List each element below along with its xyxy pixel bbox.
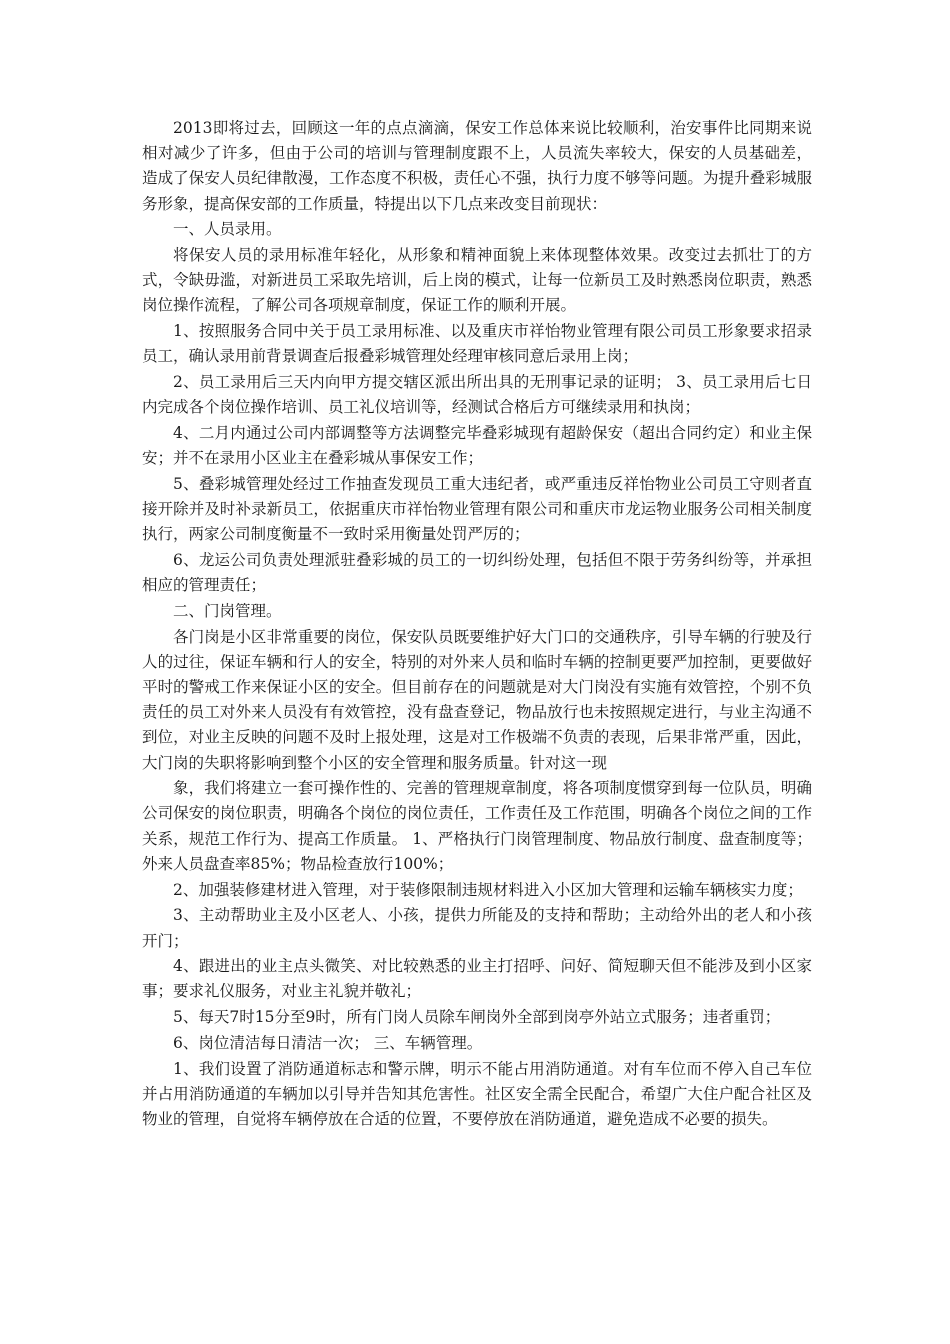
paragraph-recruitment-item-2-3: 2、员工录用后三天内向甲方提交辖区派出所出具的无刑事记录的证明； 3、员工录用后七日内完成各个岗位操作培训、员工礼仪培训等，经测试合格后方可继续录用和执岗； <box>142 373 812 417</box>
section-heading-gate: 二、门岗管理。 <box>173 601 282 620</box>
paragraph-gate-item-5: 5、每天7时15分至9时，所有门岗人员除车闸岗外全部到岗亭外站立式服务；违者重罚； <box>173 1008 781 1027</box>
paragraph-recruitment-item-4: 4、二月内通过公司内部调整等方法调整完毕叠彩城现有超龄保安（超出合同约定）和业主保安；并不在录用小区业主在叠彩城从事保安工作； <box>142 423 812 468</box>
document-body <box>142 116 812 1133</box>
paragraph-vehicle-item-1: 1、我们设置了消防通道标志和警示牌，明示不能占用消防通道。对有车位而不停入自己车位并占用消防通道的车辆加以引导并告知其危害性。社区安全需全民配合，希望广大住户配合社区及物业的管理，自觉将车辆停放在合适的位置，不要停放在消防通道，避免造成不必要的损失。 <box>142 1059 812 1128</box>
paragraph-gate-item-4: 4、跟进出的业主点头微笑、对比较熟悉的业主打招呼、问好、简短聊天但不能涉及到小区家事；要求礼仪服务，对业主礼貌并敬礼； <box>142 957 812 1001</box>
paragraph-recruitment-overview: 将保安人员的录用标准年轻化，从形象和精神面貌上来体现整体效果。改变过去抓壮丁的方式，令缺毋滥，对新进员工采取先培训，后上岗的模式，让每一位新员工及时熟悉岗位职责，熟悉岗位操作流程，了解公司各项规章制度，保证工作的顺利开展。 <box>142 246 812 315</box>
paragraph-gate-item-3: 3、主动帮助业主及小区老人、小孩，提供力所能及的支持和帮助；主动给外出的老人和小孩开门； <box>142 906 812 950</box>
paragraph-gate-item-6-vehicle-heading: 6、岗位清洁每日清洁一次； 三、车辆管理。 <box>173 1033 483 1052</box>
section-heading-recruitment: 一、人员录用。 <box>173 220 282 239</box>
paragraph-intro: 2013即将过去，回顾这一年的点点滴滴，保安工作总体来说比较顺利，治安事件比同期来说相对减少了许多，但由于公司的培训与管理制度跟不上，人员流失率较大，保安的人员基础差， 造成了保安人员纪律散漫，工作态度不积极，责任心不强，执行力度不够等问题。为提升叠彩城服务形象，提高保安部的工作质量，特提出以下几点来改变目前现状： <box>142 119 812 213</box>
paragraph-gate-overview: 各门岗是小区非常重要的岗位，保安队员既要维护好大门口的交通秩序，引导车辆的行驶及行人的过往，保证车辆和行人的安全，特别的对外来人员和临时车辆的控制更要严加控制，更要做好平时的警戒工作来保证小区的安全。但目前存在的问题就是对大门岗没有实施有效管控，个别不负责任的员工对外来人员没有有效管控，没有盘查登记，物品放行也未按照规定进行，与业主沟通不到位，对业主反映的问题不及时上报处理，这是对工作极端不负责的表现，后果非常严重，因此，大门岗的失职将影响到整个小区的安全管理和服务质量。针对这一现 <box>142 627 812 772</box>
paragraph-recruitment-item-5: 5、叠彩城管理处经过工作抽查发现员工重大违纪者，或严重违反祥怡物业公司员工守则者直接开除并及时补录新员工，依据重庆市祥怡物业管理有限公司和重庆市龙运物业服务公司相关制度执行，两家公司制度衡量不一致时采用衡量处罚严厉的； <box>142 474 812 544</box>
paragraph-recruitment-item-1: 1、按照服务合同中关于员工录用标准、以及重庆市祥怡物业管理有限公司员工形象要求招录员工，确认录用前背景调查后报叠彩城管理处经理审核同意后录用上岗； <box>142 322 812 366</box>
paragraph-recruitment-item-6: 6、龙运公司负责处理派驻叠彩城的员工的一切纠纷处理，包括但不限于劳务纠纷等，并承担相应的管理责任； <box>142 550 812 595</box>
paragraph-gate-item-2: 2、加强装修建材进入管理，对于装修限制违规材料进入小区加大管理和运输车辆核实力度； <box>173 880 803 899</box>
paragraph-gate-measures: 象，我们将建立一套可操作性的、完善的管理规章制度，将各项制度惯穿到每一位队员，明确公司保安的岗位职责，明确各个岗位的岗位责任，工作责任及工作范围，明确各个岗位之间的工作关系，规范工作行为、提高工作质量。 1、严格执行门岗管理制度、物品放行制度、盘查制度等；外来人员盘查率85%；物品检查放行100%； <box>142 779 812 873</box>
